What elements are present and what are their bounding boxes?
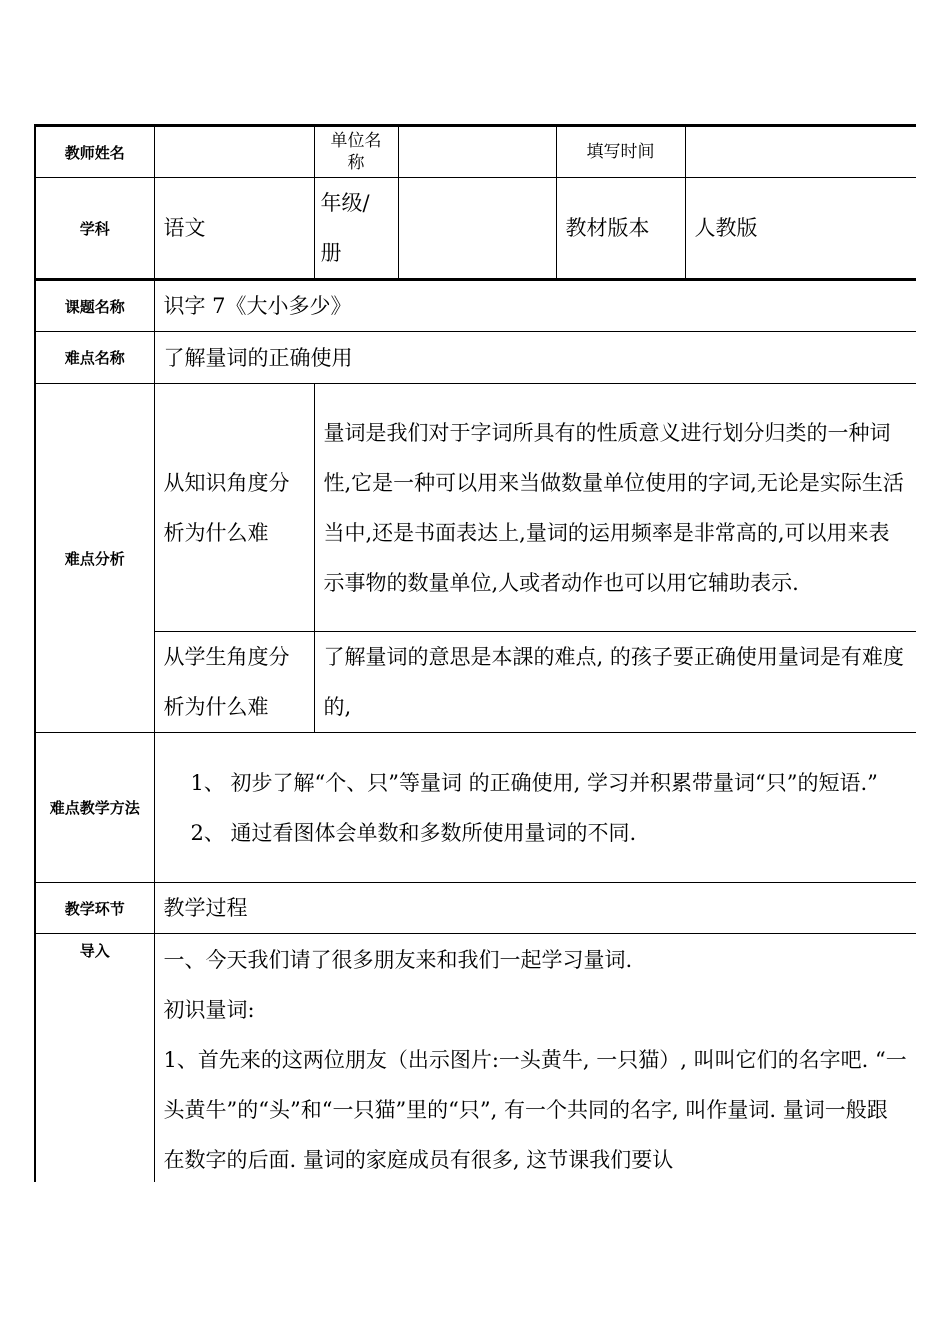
method-label: 难点教学方法 <box>35 733 154 883</box>
unit-name-label-line1: 单位名 <box>330 131 382 151</box>
analysis-knowledge-row <box>35 384 916 632</box>
intro-content <box>154 934 916 1183</box>
method-item-1-text: 初步了解“个、只”等量词 的正确使用, 学习并积累带量词“只”的短语.” <box>230 770 878 795</box>
method-item-2-number: 2、 <box>190 820 225 845</box>
method-row <box>35 733 916 883</box>
unit-name-label <box>314 126 398 178</box>
grade-value <box>398 178 556 280</box>
fill-time-value <box>685 126 916 178</box>
subject-label: 学科 <box>35 178 154 280</box>
textbook-value: 人教版 <box>685 178 916 280</box>
header-row <box>35 126 916 178</box>
method-item-2-text: 通过看图体会单数和多数所使用量词的不同. <box>230 820 637 845</box>
subject-row <box>35 178 916 280</box>
grade-label-line1: 年级/ <box>320 191 370 215</box>
intro-line-1: 一、今天我们请了很多朋友来和我们一起学习量词. <box>163 948 633 972</box>
knowledge-angle-label: 从知识角度分析为什么难 <box>154 384 314 632</box>
intro-line-2: 初识量词: <box>163 998 255 1022</box>
method-item-1-number: 1、 <box>190 770 225 795</box>
difficulty-row <box>35 332 916 384</box>
method-item-1 <box>191 758 907 808</box>
process-label: 教学过程 <box>154 883 916 934</box>
intro-row <box>35 934 916 1183</box>
method-content <box>154 733 916 883</box>
process-header-row <box>35 883 916 934</box>
teacher-name-label: 教师姓名 <box>35 126 154 178</box>
unit-name-label-line2: 称 <box>347 153 365 173</box>
grade-label-line2: 册 <box>320 241 342 265</box>
difficulty-label: 难点名称 <box>35 332 154 384</box>
knowledge-angle-text: 量词是我们对于字词所具有的性质意义进行划分归类的一种词性,它是一种可以用来当做数量单位使用的字词,无论是实际生活当中,还是书面表达上,量词的运用频率是非常高的,可以用来表示事物的数量单位,人或者动作也可以用它辅助表示. <box>314 384 916 632</box>
student-angle-label: 从学生角度分析为什么难 <box>154 632 314 733</box>
grade-label <box>314 178 398 280</box>
student-angle-text: 了解量词的意思是本課的难点, 的孩子要正确使用量词是有难度的, <box>314 632 916 733</box>
analysis-label: 难点分析 <box>35 384 154 733</box>
difficulty-value: 了解量词的正确使用 <box>154 332 916 384</box>
method-item-2 <box>191 808 907 858</box>
unit-name-value <box>398 126 556 178</box>
intro-line-3: 1、首先来的这两位朋友（出示图片:一头黄牛, 一只猫）, 叫叫它们的名字吧. “一头黄牛”的“头”和“一只猫”里的“只”, 有一个共同的名字, 叫作量词. 量词一般跟在数字的后面. 量词的家庭成员有很多, 这节课我们要认 <box>163 1048 907 1172</box>
stage-label: 教学环节 <box>35 883 154 934</box>
teacher-name-value <box>154 126 314 178</box>
lesson-plan-sheet <box>34 124 916 1182</box>
lesson-plan-table <box>34 124 916 1182</box>
intro-stage-label: 导入 <box>35 934 154 1183</box>
subject-value: 语文 <box>154 178 314 280</box>
fill-time-label: 填写时间 <box>556 126 685 178</box>
topic-label: 课题名称 <box>35 280 154 332</box>
textbook-label: 教材版本 <box>556 178 685 280</box>
topic-row <box>35 280 916 332</box>
analysis-student-row <box>35 632 916 733</box>
topic-value: 识字 7《大小多少》 <box>154 280 916 332</box>
